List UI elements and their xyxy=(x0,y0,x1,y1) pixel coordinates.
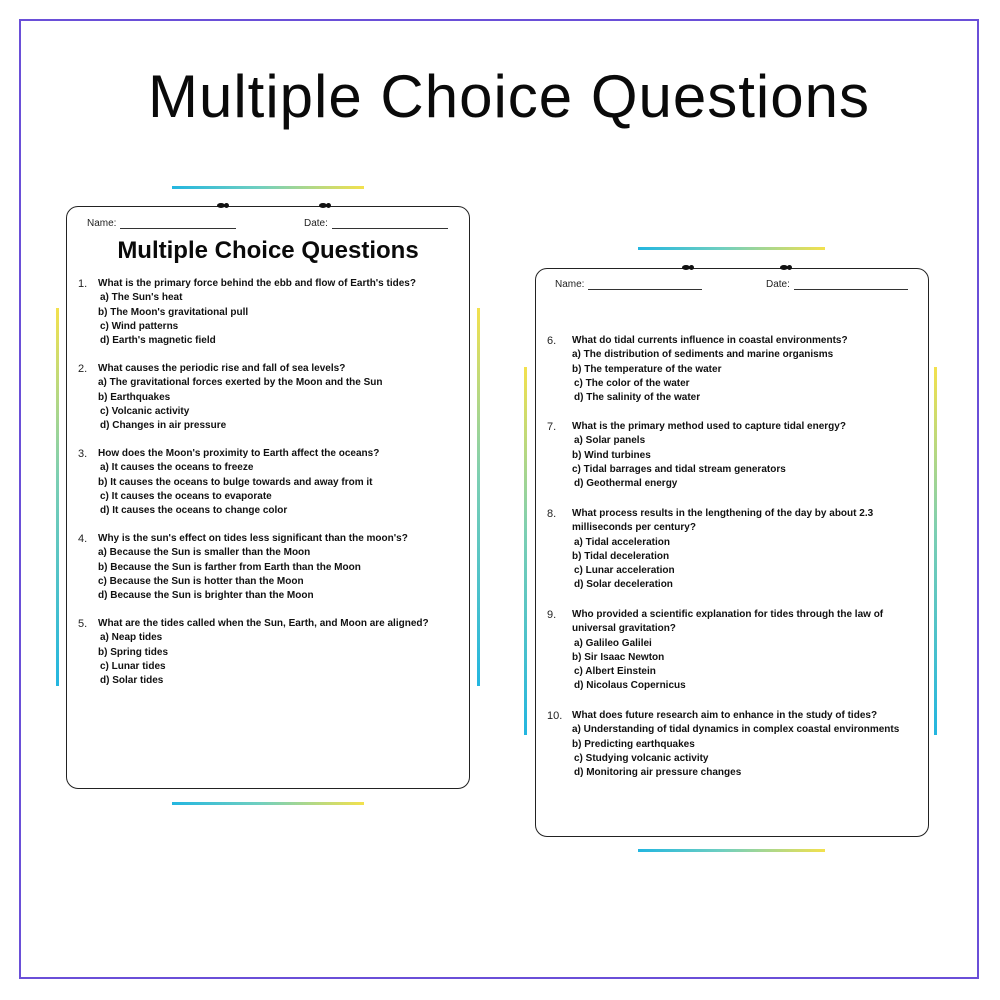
question-number: 5. xyxy=(78,618,88,630)
question-text: What is the primary method used to capture tidal energy? xyxy=(572,421,846,432)
question-block xyxy=(98,362,383,433)
answer-option[interactable]: c) Wind patterns xyxy=(100,320,179,332)
binder-ring-icon xyxy=(780,265,788,270)
question-number: 10. xyxy=(547,710,563,722)
question-text: What causes the periodic rise and fall of sea levels? xyxy=(98,363,346,374)
question-block xyxy=(98,617,429,688)
answer-option[interactable]: c) Tidal barrages and tidal stream generators xyxy=(572,463,786,475)
question-text: What is the primary force behind the ebb and flow of Earth's tides? xyxy=(98,278,416,289)
accent-line-bottom-right xyxy=(638,849,825,852)
answer-option[interactable]: b) Because the Sun is farther from Earth than the Moon xyxy=(98,561,361,573)
name-field[interactable] xyxy=(555,279,702,290)
question-text: What do tidal currents influence in coastal environments? xyxy=(572,335,848,346)
answer-option[interactable]: c) Volcanic activity xyxy=(100,405,190,417)
answer-option[interactable]: b) Tidal deceleration xyxy=(572,550,670,562)
answer-option[interactable]: b) It causes the oceans to bulge towards and away from it xyxy=(98,476,373,488)
binder-ring-icon xyxy=(319,203,327,208)
binder-ring-icon xyxy=(217,203,225,208)
question-block xyxy=(572,334,848,405)
question-text-continued: milliseconds per century? xyxy=(572,522,696,534)
answer-option[interactable]: b) Wind turbines xyxy=(572,449,651,461)
answer-option[interactable]: a) Solar panels xyxy=(574,435,646,447)
answer-option[interactable]: a) Galileo Galilei xyxy=(574,637,652,649)
answer-option[interactable]: c) The color of the water xyxy=(574,377,690,389)
question-text: Why is the sun's effect on tides less significant than the moon's? xyxy=(98,533,408,544)
question-text: What does future research aim to enhance in the study of tides? xyxy=(572,710,878,721)
answer-option[interactable]: b) Earthquakes xyxy=(98,391,171,403)
answer-option[interactable]: c) Lunar tides xyxy=(100,660,166,672)
answer-option[interactable]: c) Studying volcanic activity xyxy=(574,752,709,764)
answer-option[interactable]: d) Changes in air pressure xyxy=(100,420,227,432)
question-block xyxy=(98,447,379,518)
answer-option[interactable]: c) Lunar acceleration xyxy=(574,565,675,577)
answer-option[interactable]: a) The Sun's heat xyxy=(100,292,183,304)
question-block xyxy=(572,420,846,491)
answer-option[interactable]: c) It causes the oceans to evaporate xyxy=(100,490,272,502)
question-number: 3. xyxy=(78,448,88,460)
accent-line-left-inner xyxy=(477,308,480,686)
answer-option[interactable]: b) Spring tides xyxy=(98,646,168,658)
question-text: Who provided a scientific explanation for tides through the law of xyxy=(572,609,884,620)
question-number: 8. xyxy=(547,508,557,520)
name-field[interactable] xyxy=(87,218,236,229)
accent-line-right-inner xyxy=(524,367,527,735)
worksheet-page-1 xyxy=(66,206,470,789)
date-field[interactable] xyxy=(304,218,448,229)
name-label: Name: xyxy=(87,218,117,229)
answer-option[interactable]: a) Neap tides xyxy=(100,632,163,644)
answer-option[interactable]: a) It causes the oceans to freeze xyxy=(100,462,254,474)
answer-option[interactable]: b) Predicting earthquakes xyxy=(572,738,695,750)
answer-option[interactable]: a) Understanding of tidal dynamics in complex coastal environments xyxy=(572,724,900,736)
answer-option[interactable]: d) Nicolaus Copernicus xyxy=(574,680,686,692)
page-title: Multiple Choice Questions xyxy=(147,63,870,130)
answer-option[interactable]: d) Solar tides xyxy=(100,675,164,687)
accent-line-left-outer xyxy=(56,308,59,686)
answer-option[interactable]: a) The distribution of sediments and marine organisms xyxy=(572,349,834,361)
question-text: What are the tides called when the Sun, Earth, and Moon are aligned? xyxy=(98,618,429,629)
question-block xyxy=(572,608,883,694)
answer-option[interactable]: c) Albert Einstein xyxy=(574,666,656,678)
answer-option[interactable]: d) It causes the oceans to change color xyxy=(100,505,288,517)
accent-line-top-right xyxy=(638,247,825,250)
question-text: How does the Moon's proximity to Earth affect the oceans? xyxy=(98,448,380,459)
question-block xyxy=(98,532,408,603)
date-field[interactable] xyxy=(766,279,908,290)
question-block xyxy=(572,709,899,780)
accent-line-top-left xyxy=(172,186,364,189)
question-number: 4. xyxy=(78,533,88,545)
answer-option[interactable]: a) Because the Sun is smaller than the Moon xyxy=(98,547,311,559)
answer-option[interactable]: d) Monitoring air pressure changes xyxy=(574,767,742,779)
answer-option[interactable]: d) Because the Sun is brighter than the Moon xyxy=(98,590,314,602)
question-block xyxy=(98,277,416,348)
answer-option[interactable]: a) Tidal acceleration xyxy=(574,536,670,548)
answer-option[interactable]: c) Because the Sun is hotter than the Moon xyxy=(98,575,304,587)
question-block xyxy=(572,507,873,593)
worksheet-page-2 xyxy=(535,268,929,837)
question-number: 1. xyxy=(78,278,88,290)
name-label: Name: xyxy=(555,279,585,290)
question-number: 9. xyxy=(547,609,557,621)
worksheet-title: Multiple Choice Questions xyxy=(117,237,419,264)
question-text: What process results in the lengthening of the day by about 2.3 xyxy=(572,508,874,519)
date-label: Date: xyxy=(304,218,328,229)
question-number: 7. xyxy=(547,421,557,433)
answer-option[interactable]: b) The Moon's gravitational pull xyxy=(98,306,249,318)
answer-option[interactable]: a) The gravitational forces exerted by the Moon and the Sun xyxy=(98,377,383,389)
accent-line-right-outer xyxy=(934,367,937,735)
question-text-continued: universal gravitation? xyxy=(572,623,676,635)
answer-option[interactable]: d) Solar deceleration xyxy=(574,579,673,591)
question-number: 2. xyxy=(78,363,88,375)
answer-option[interactable]: d) The salinity of the water xyxy=(574,392,701,404)
date-label: Date: xyxy=(766,279,790,290)
answer-option[interactable]: d) Geothermal energy xyxy=(574,478,678,490)
answer-option[interactable]: b) Sir Isaac Newton xyxy=(572,651,665,663)
question-number: 6. xyxy=(547,335,557,347)
accent-line-bottom-left xyxy=(172,802,364,805)
answer-option[interactable]: b) The temperature of the water xyxy=(572,363,722,375)
answer-option[interactable]: d) Earth's magnetic field xyxy=(100,335,216,347)
binder-ring-icon xyxy=(682,265,690,270)
